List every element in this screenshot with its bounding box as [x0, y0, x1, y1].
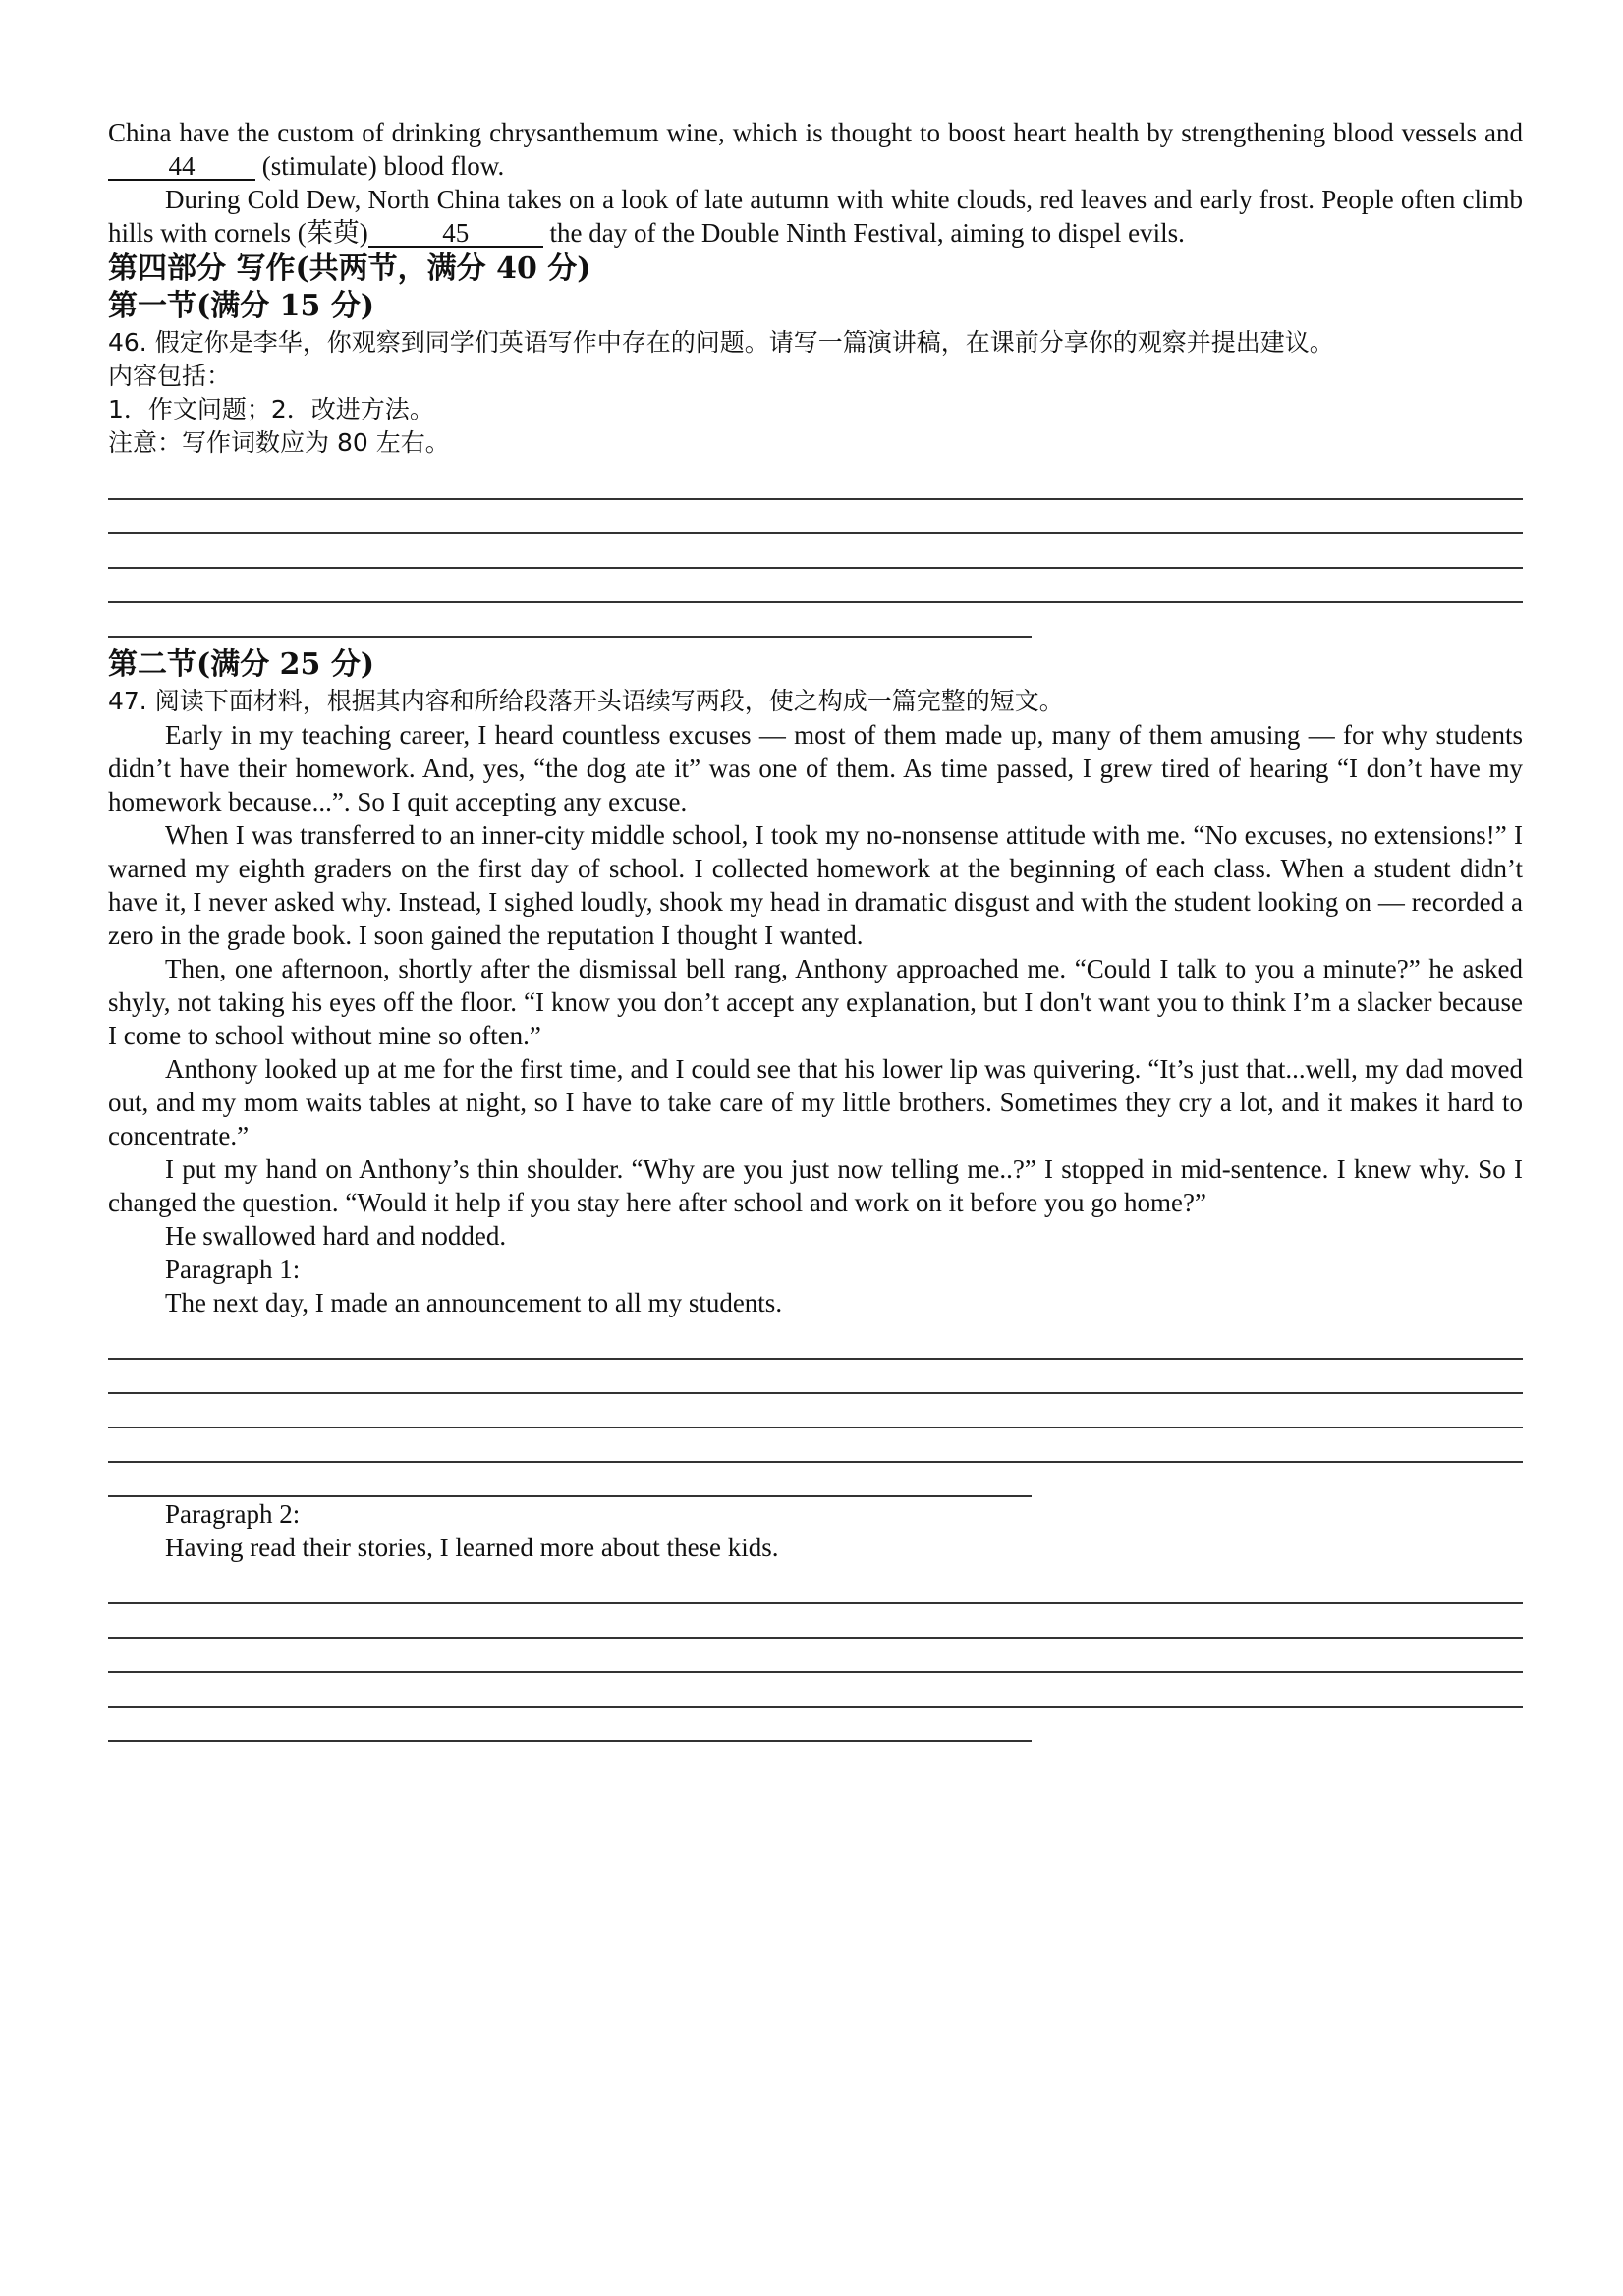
answer-line[interactable]	[108, 1428, 1523, 1463]
answer-line[interactable]	[108, 603, 1032, 638]
content-label: 内容包括：	[108, 362, 232, 390]
answer-line[interactable]	[108, 466, 1523, 500]
story-paragraph: Early in my teaching career, I heard countless excuses — most of them made up, many of them amusing — for why students didn’t have their homework. And, yes, “the dog ate it” was one of them. As time passed, I grew tired of hearing “I don’t have my homework because...”. So I quit accepting any excuse.	[108, 720, 1523, 816]
passage-continuation-1	[108, 116, 1523, 183]
answer-lines-para1[interactable]	[108, 1325, 1523, 1497]
question-46: 46. 假定你是李华，你观察到同学们英语写作中存在的问题。请写一篇演讲稿，在课前分享你的观察并提出建议。	[108, 328, 1334, 357]
blank-44[interactable]: 44	[108, 153, 255, 181]
story-paragraph: He swallowed hard and nodded.	[165, 1221, 507, 1251]
question-47: 47. 阅读下面材料，根据其内容和所给段落开头语续写两段，使之构成一篇完整的短文。	[108, 687, 1064, 715]
answer-lines-para2[interactable]	[108, 1570, 1523, 1742]
answer-line[interactable]	[108, 1360, 1523, 1394]
paragraph1-start: The next day, I made an announcement to all my students.	[165, 1288, 783, 1317]
paragraph1-label: Paragraph 1:	[165, 1255, 301, 1284]
answer-line[interactable]	[108, 1639, 1523, 1673]
word-count-note: 注意：写作词数应为 80 左右。	[108, 428, 450, 457]
answer-line[interactable]	[108, 1463, 1032, 1497]
answer-line[interactable]	[108, 500, 1523, 534]
part4-title: 第四部分 写作(共两节，满分 40 分)	[108, 252, 591, 286]
passage-text: China have the custom of drinking chrysanthemum wine, which is thought to boost heart health by strengthening blood vessels and	[108, 118, 1523, 147]
blank-45[interactable]: 45	[368, 220, 543, 248]
answer-line[interactable]	[108, 1604, 1523, 1639]
answer-line[interactable]	[108, 1570, 1523, 1604]
paragraph2-label: Paragraph 2:	[165, 1499, 301, 1529]
story-paragraph: Then, one afternoon, shortly after the dismissal bell rang, Anthony approached me. “Could I talk to you a minute?” he asked shyly, not taking his eyes off the floor. “I know you don’t accept any explanation, but I don't want you to think I’m a slacker because I come to school without mine so often.”	[108, 954, 1523, 1050]
section1-title: 第一节(满分 15 分)	[108, 289, 375, 323]
answer-line[interactable]	[108, 1394, 1523, 1428]
section2-title: 第二节(满分 25 分)	[108, 647, 375, 682]
passage-text: the day of the Double Ninth Festival, aiming to dispel evils.	[542, 218, 1185, 248]
answer-line[interactable]	[108, 534, 1523, 569]
passage-continuation-2	[108, 183, 1523, 250]
answer-line[interactable]	[108, 569, 1523, 603]
exam-page	[108, 116, 1523, 1742]
paragraph2-start: Having read their stories, I learned more about these kids.	[165, 1533, 779, 1562]
story-paragraph: When I was transferred to an inner-city middle school, I took my no-nonsense attitude with me. “No excuses, no extensions!” I warned my eighth graders on the first day of school. I collected homework at the beginning of each class. When a student didn’t have it, I never asked why. Instead, I sighed loudly, shook my head in dramatic disgust and with the student looking on — recorded a zero in the grade book. I soon gained the reputation I thought I wanted.	[108, 820, 1523, 950]
answer-lines-46[interactable]	[108, 466, 1523, 638]
story-paragraph: Anthony looked up at me for the first time, and I could see that his lower lip was quivering. “It’s just that...well, my dad moved out, and my mom waits tables at night, so I have to take care of my little brothers. Sometimes they cry a lot, and it makes it hard to concentrate.”	[108, 1054, 1523, 1150]
answer-line[interactable]	[108, 1325, 1523, 1360]
passage-text: (stimulate) blood flow.	[255, 151, 505, 181]
content-items: 1．作文问题；2．改进方法。	[108, 395, 434, 423]
answer-line[interactable]	[108, 1673, 1523, 1708]
answer-line[interactable]	[108, 1708, 1032, 1742]
passage-text: During Cold Dew, North China takes on a look of late autumn with white clouds, red leaves and early frost. People often climb hills with cornels (茱萸)	[108, 185, 1523, 248]
story-paragraph: I put my hand on Anthony’s thin shoulder. “Why are you just now telling me..?” I stopped in mid-sentence. I knew why. So I changed the question. “Would it help if you stay here after school and work on it before you go home?”	[108, 1154, 1523, 1217]
